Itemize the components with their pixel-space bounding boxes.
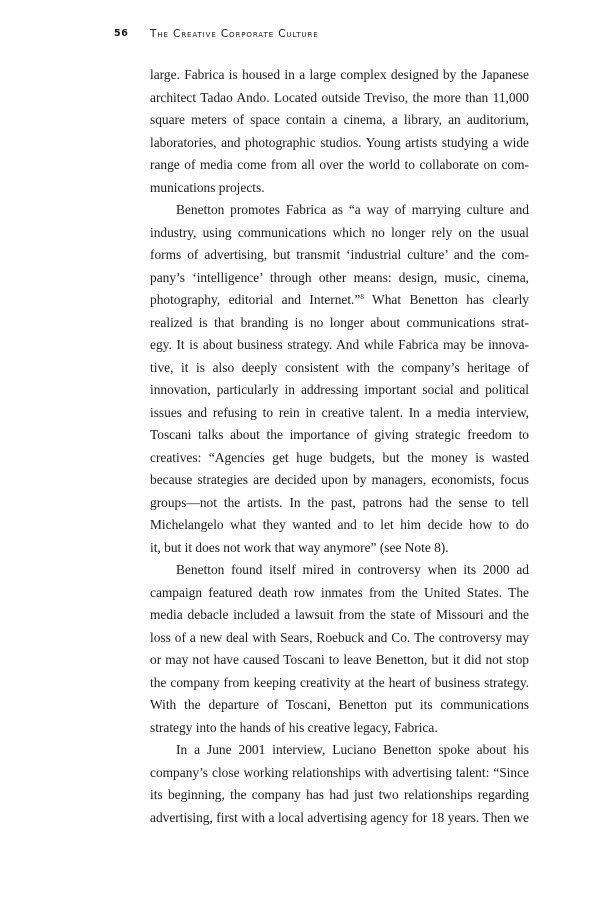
text-segment: photography, editorial and Internet.” <box>150 292 361 307</box>
text-line: Michelangelo what they wanted and to let him decide how to do <box>150 517 529 532</box>
text-line: forms of advertising, but transmit ‘industrial culture’ and the com- <box>150 247 529 262</box>
page-number: 56 <box>114 28 129 39</box>
text-line: because strategies are decided upon by managers, economists, focus <box>150 472 529 487</box>
text-line: media debacle included a lawsuit from the state of Missouri and the <box>150 607 529 622</box>
text-line: munications projects. <box>150 179 265 195</box>
text-line: egy. It is about business strategy. And while Fabrica may be innova- <box>150 337 529 352</box>
running-title: The Creative Corporate Culture <box>150 28 319 40</box>
paragraph-2 <box>150 199 529 559</box>
text-line: groups—not the artists. In the past, patrons had the sense to tell <box>150 494 529 510</box>
text-line: company’s close working relationships with advertising talent: “Since <box>150 764 529 780</box>
text-line: creatives: “Agencies get huge budgets, but the money is wasted <box>150 449 529 465</box>
running-head <box>114 28 534 44</box>
text-line: the company from keeping creativity at the heart of business strategy. <box>150 674 529 690</box>
text-line: advertising, first with a local advertising agency for 18 years. Then we <box>150 809 529 825</box>
text-line: loss of a new deal with Sears, Roebuck and Co. The controversy may <box>150 629 529 645</box>
text-line: tive, it is also deeply consistent with the company’s heritage of <box>150 359 529 375</box>
text-line: In a June 2001 interview, Luciano Benetton spoke about his <box>176 742 529 757</box>
text-line: innovation, particularly in addressing important social and political <box>150 382 529 397</box>
text-line: square meters of space contain a cinema, a library, an auditorium, <box>150 112 529 127</box>
body-text <box>150 64 529 829</box>
text-line: issues and refusing to rein in creative talent. In a media interview, <box>150 404 529 420</box>
paragraph-1 <box>150 64 529 199</box>
text-line: range of media come from all over the world to collaborate on com- <box>150 157 529 172</box>
text-line: campaign featured death row inmates from the United States. The <box>150 584 529 600</box>
paragraph-4 <box>150 739 529 829</box>
text-line: its beginning, the company has had just two relationships regarding <box>150 787 529 802</box>
text-line: laboratories, and photographic studios. Young artists studying a wide <box>150 134 529 150</box>
text-line: strategy into the hands of his creative legacy, Fabrica. <box>150 719 438 735</box>
text-line: realized is that branding is no longer about communications strat- <box>150 314 529 330</box>
text-line: industry, using communications which no longer rely on the usual <box>150 224 529 240</box>
text-line: Benetton found itself mired in controversy when its 2000 ad <box>176 562 529 577</box>
text-line: Benetton promotes Fabrica as “a way of marrying culture and <box>176 202 529 217</box>
text-line-with-footnote <box>150 289 529 312</box>
text-line: With the departure of Toscani, Benetton put its communications <box>150 697 529 712</box>
text-line: or may not have caused Toscani to leave Benetton, but it did not stop <box>150 652 529 667</box>
text-line: pany’s ‘intelligence’ through other means: design, music, cinema, <box>150 269 529 285</box>
text-line: Toscani talks about the importance of giving strategic freedom to <box>150 427 529 442</box>
text-line: architect Tadao Ando. Located outside Treviso, the more than 11,000 <box>150 89 529 105</box>
text-line: it, but it does not work that way anymore” (see Note 8). <box>150 539 449 555</box>
text-segment: What Benetton has clearly <box>363 292 529 307</box>
paragraph-3 <box>150 559 529 739</box>
text-line: large. Fabrica is housed in a large complex designed by the Japanese <box>150 67 529 82</box>
footnote-reference: 8 <box>360 293 364 301</box>
